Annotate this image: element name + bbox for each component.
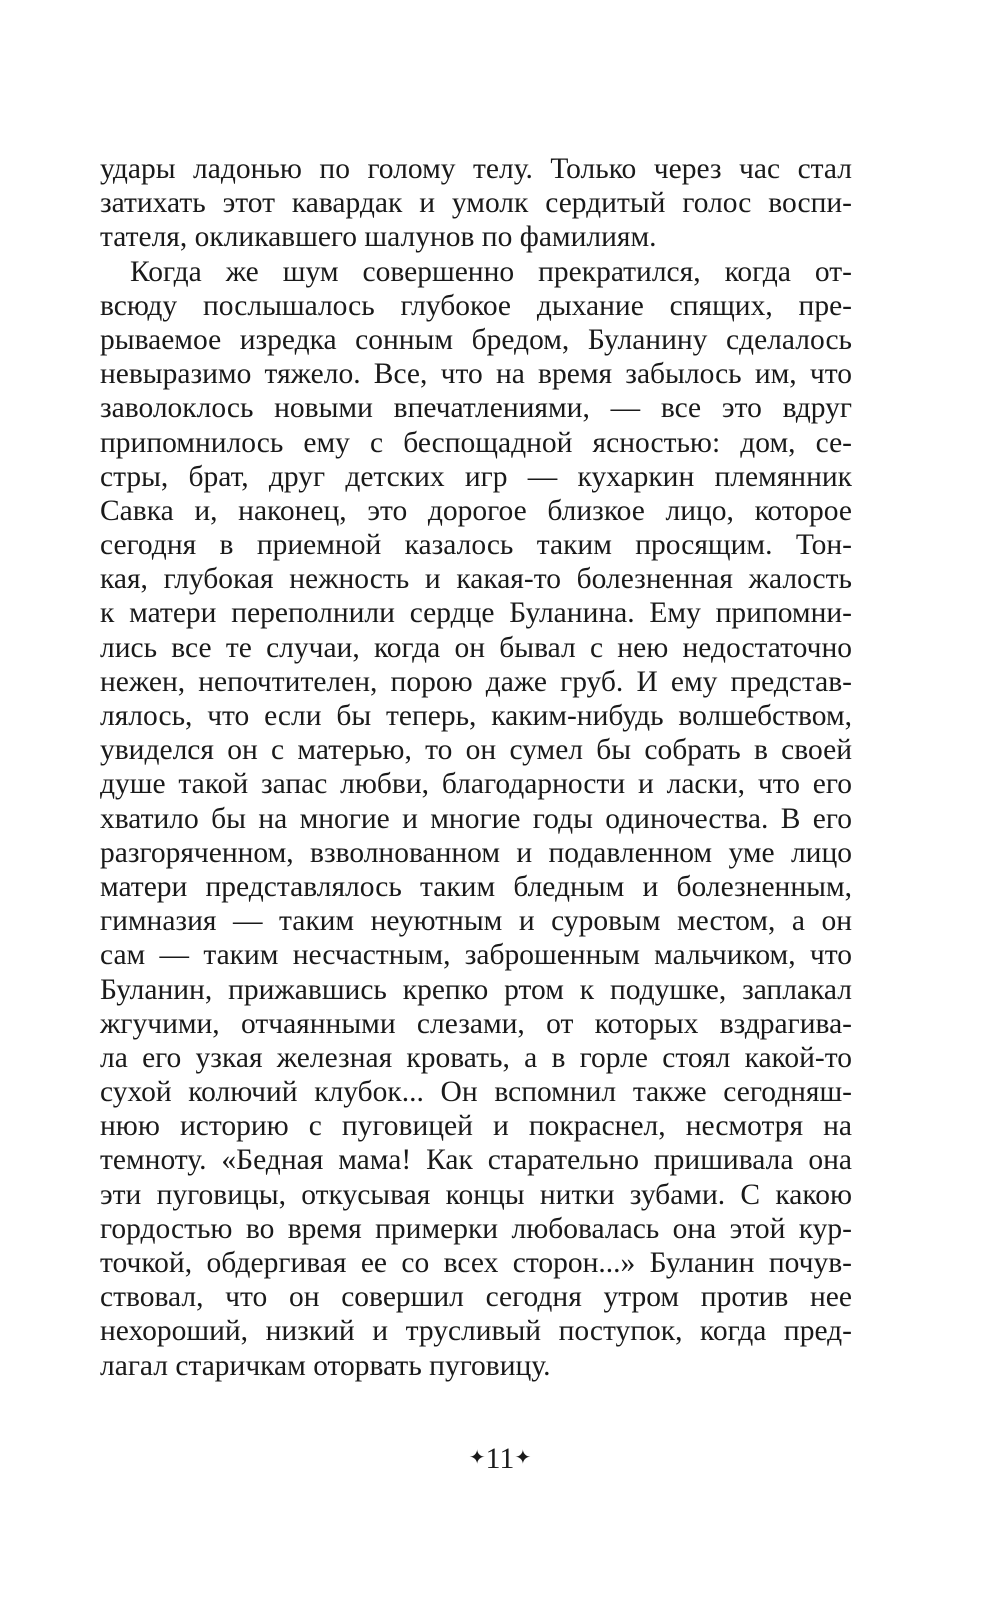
text-line: темноту. «Бедная мама! Как старательно пришивала она [100, 1144, 852, 1177]
page-number-footer [0, 1442, 1000, 1476]
text-line: ствовал, что он совершил сегодня утром против нее [100, 1281, 852, 1314]
text-line: эти пуговицы, откусывая концы нитки зубами. С какою [100, 1178, 852, 1211]
text-line: лялось, что если бы теперь, каким-нибудь волшебством, [100, 700, 852, 732]
text-line: сухой колючий клубок... Он вспомнил также сегодняш- [100, 1076, 852, 1109]
text-line: увиделся он с матерью, то он сумел бы собрать в своей [100, 734, 852, 767]
ornament-left-icon: ✦ [468, 1447, 486, 1469]
text-line: разгоряченном, взволнованном и подавленном уме лицо [100, 836, 852, 869]
text-line: стры, брат, друг детских игр — кухаркин племянник [100, 460, 852, 493]
body-text [100, 152, 852, 1383]
text-line: сам — таким несчастным, заброшенным мальчиком, что [100, 939, 852, 972]
text-line: затихать этот кавардак и умолк сердитый голос воспи- [100, 187, 852, 220]
text-line: точкой, обдергивая ее со всех сторон...» Буланин почув- [100, 1247, 852, 1279]
text-line: к матери переполнили сердце Буланина. Ему припомни- [100, 597, 852, 630]
text-line: всюду послышалось глубокое дыхание спящих, пре- [100, 289, 852, 322]
text-line: кая, глубокая нежность и какая-то болезненная жалость [100, 563, 852, 596]
text-line: жгучими, отчаянными слезами, от которых вздрагива- [100, 1007, 852, 1040]
ornament-right-icon: ✦ [514, 1447, 532, 1469]
text-line: ла его узкая железная кровать, а в горле стоял какой-то [100, 1041, 852, 1074]
text-line: матери представлялось таким бледным и болезненным, [100, 870, 852, 903]
text-line: припомнилось ему с беспощадной ясностью: дом, се- [100, 426, 852, 459]
text-line: лагал старичкам оторвать пуговицу. [100, 1349, 551, 1382]
text-line: невыразимо тяжело. Все, что на время забылось им, что [100, 358, 852, 391]
text-line: нюю историю с пуговицей и покраснел, несмотря на [100, 1110, 852, 1143]
text-line: заволоклось новыми впечатлениями, — все это вдруг [100, 392, 852, 425]
text-line: тателя, окликавшего шалунов по фамилиям. [100, 221, 657, 254]
text-line: Буланин, прижавшись крепко ртом к подушке, заплакал [100, 973, 852, 1006]
text-line: гимназия — таким неуютным и суровым местом, а он [100, 905, 852, 938]
text-line: нехороший, низкий и трусливый поступок, когда пред- [100, 1315, 852, 1348]
text-line: рываемое изредка сонным бредом, Буланину сделалось [100, 323, 852, 356]
text-line: гордостью во время примерки любовалась она этой кур- [100, 1212, 852, 1245]
text-line: Савка и, наконец, это дорогое близкое лицо, которое [100, 494, 852, 527]
text-line-paragraph-start: Когда же шум совершенно прекратился, когда от- [130, 255, 852, 288]
text-line: удары ладонью по голому телу. Только через час стал [100, 153, 852, 185]
text-line: лись все те случаи, когда он бывал с нею недостаточно [100, 631, 852, 664]
text-line: сегодня в приемной казалось таким просящим. Тон- [100, 529, 852, 562]
text-line: душе такой запас любви, благодарности и ласки, что его [100, 768, 852, 801]
text-line: хватило бы на многие и многие годы одиночества. В его [100, 802, 852, 835]
page-number: 11 [485, 1442, 515, 1475]
text-line: нежен, непочтителен, порою даже груб. И ему представ- [100, 665, 852, 698]
